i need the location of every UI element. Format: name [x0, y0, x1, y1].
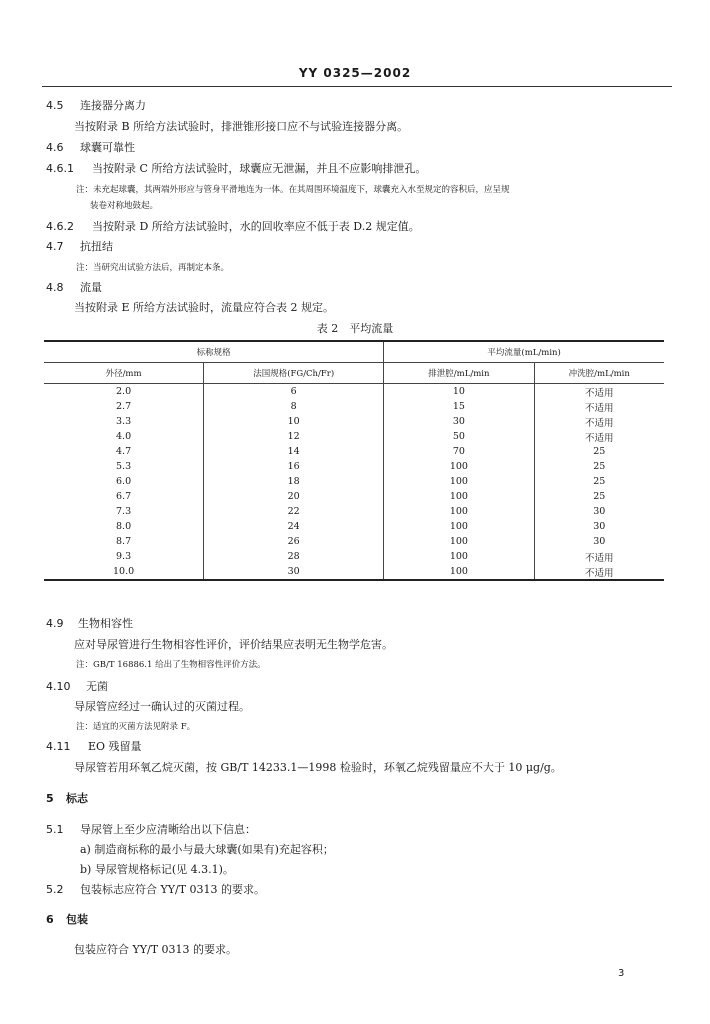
table-cell: 8.0 — [116, 521, 132, 532]
table-cell: 9.3 — [116, 551, 132, 562]
table-cell: 不适用 — [534, 414, 664, 429]
table-cell: 18 — [204, 474, 384, 489]
table-2-caption: 表 2 平均流量 — [316, 322, 394, 335]
section-4-6-1-note-line2: 装卷对称地鼓起。 — [90, 201, 159, 211]
section-5-1-item-a: a) 制造商标称的最小与最大球囊(如果有)充起容积； — [80, 843, 334, 856]
column-header-outer-diameter: 外径/mm — [44, 363, 204, 384]
section-4-6-1-note-line1: 注：未充起球囊，其两端外形应与管身平滑地连为一体。在其周围环境温度下，球囊充入水至规定的容积后，应呈规 — [76, 185, 510, 195]
table-cell: 24 — [204, 519, 384, 534]
group-header-nominal-size: 标称规格 — [44, 341, 384, 363]
table-cell: 2.0 — [116, 386, 132, 397]
table-cell: 25 — [534, 444, 664, 459]
page-number: 3 — [618, 968, 625, 979]
table-row — [44, 489, 664, 504]
section-5-title: 标志 — [66, 792, 88, 805]
section-6-number: 6 — [46, 913, 54, 926]
table-cell: 30 — [204, 564, 384, 580]
section-4-8-number: 4.8 — [46, 281, 64, 294]
table-cell: 25 — [534, 459, 664, 474]
table-cell: 6.7 — [116, 491, 132, 502]
table-row — [44, 504, 664, 519]
table-cell: 30 — [384, 414, 534, 429]
table-cell: 30 — [534, 519, 664, 534]
table-cell: 30 — [534, 534, 664, 549]
section-4-5-number: 4.5 — [46, 99, 64, 112]
table-cell: 3.3 — [116, 416, 132, 427]
table-cell: 5.3 — [116, 461, 132, 472]
table-row — [44, 534, 664, 549]
table-cell: 10.0 — [44, 564, 204, 580]
section-4-6-title: 球囊可靠性 — [80, 141, 135, 154]
table-row — [44, 549, 664, 564]
table-row — [44, 564, 664, 580]
section-4-5-title: 连接器分离力 — [80, 99, 146, 112]
section-6-text: 包装应符合 YY/T 0313 的要求。 — [74, 943, 238, 956]
table-cell: 15 — [384, 399, 534, 414]
column-header-french-size: 法国规格(FG/Ch/Fr) — [204, 363, 384, 384]
table-cell: 不适用 — [534, 384, 664, 400]
section-4-6-1-text: 当按附录 C 所给方法试验时，球囊应无泄漏，并且不应影响排泄孔。 — [92, 162, 427, 175]
table-row — [44, 474, 664, 489]
table-cell: 16 — [204, 459, 384, 474]
table-cell: 100 — [384, 534, 534, 549]
table-cell: 26 — [204, 534, 384, 549]
table-cell: 100 — [384, 564, 534, 580]
table-cell: 8.7 — [116, 536, 132, 547]
table-cell: 100 — [384, 489, 534, 504]
table-cell: 20 — [204, 489, 384, 504]
table-cell: 22 — [204, 504, 384, 519]
table-cell: 12 — [204, 429, 384, 444]
table-cell: 100 — [384, 504, 534, 519]
table-cell: 不适用 — [534, 429, 664, 444]
section-4-9-number: 4.9 — [46, 617, 64, 630]
section-4-7-title: 抗扭结 — [80, 240, 113, 253]
section-4-9-text: 应对导尿管进行生物相容性评价，评价结果应表明无生物学危害。 — [74, 638, 393, 651]
group-header-average-flow: 平均流量(mL/min) — [384, 341, 664, 363]
table-cell: 2.7 — [116, 401, 132, 412]
section-4-11-number: 4.11 — [46, 740, 71, 753]
section-4-10-title: 无菌 — [86, 680, 108, 693]
table-row — [44, 459, 664, 474]
section-4-6-2-number: 4.6.2 — [46, 220, 74, 233]
table-cell: 28 — [204, 549, 384, 564]
section-5-2-text: 包装标志应符合 YY/T 0313 的要求。 — [80, 883, 266, 896]
section-5-2-number: 5.2 — [46, 883, 64, 896]
table-cell: 10 — [384, 384, 534, 400]
section-4-6-1-number: 4.6.1 — [46, 162, 74, 175]
section-4-6-2-text: 当按附录 D 所给方法试验时，水的回收率应不低于表 D.2 规定值。 — [92, 220, 420, 233]
section-4-6-number: 4.6 — [46, 141, 64, 154]
section-5-1-item-b: b) 导尿管规格标记(见 4.3.1)。 — [80, 863, 234, 876]
table-cell: 30 — [534, 504, 664, 519]
table-row — [44, 414, 664, 429]
table-cell: 6 — [204, 384, 384, 400]
section-4-9-title: 生物相容性 — [78, 617, 133, 630]
table-row — [44, 399, 664, 414]
table-cell: 不适用 — [534, 399, 664, 414]
section-4-10-text: 导尿管应经过一确认过的灭菌过程。 — [74, 700, 250, 713]
section-4-10-number: 4.10 — [46, 680, 71, 693]
section-6-title: 包装 — [66, 913, 88, 926]
table-cell: 不适用 — [534, 564, 664, 580]
table-cell: 7.3 — [116, 506, 132, 517]
table-cell: 25 — [534, 474, 664, 489]
section-5-number: 5 — [46, 792, 54, 805]
table-cell: 25 — [534, 489, 664, 504]
table-cell: 14 — [204, 444, 384, 459]
table-row — [44, 519, 664, 534]
section-4-11-text: 导尿管若用环氧乙烷灭菌，按 GB/T 14233.1—1998 检验时，环氧乙烷残留量应不大于 10 μg/g。 — [74, 761, 562, 774]
table-cell: 70 — [384, 444, 534, 459]
table-cell: 100 — [384, 474, 534, 489]
table-cell: 6.0 — [116, 476, 132, 487]
table-cell: 4.7 — [116, 446, 132, 457]
section-4-9-note: 注：GB/T 16886.1 给出了生物相容性评价方法。 — [76, 660, 266, 670]
header-rule — [42, 86, 672, 87]
section-4-11-title: EO 残留量 — [88, 740, 142, 753]
section-4-7-number: 4.7 — [46, 240, 64, 253]
table-cell: 不适用 — [534, 549, 664, 564]
table-cell: 100 — [384, 459, 534, 474]
table-row — [44, 444, 664, 459]
section-4-8-title: 流量 — [80, 281, 102, 294]
column-header-irrigation-lumen: 冲洗腔/mL/min — [534, 363, 664, 384]
table-row — [44, 384, 664, 400]
section-4-10-note: 注：适宜的灭菌方法见附录 F。 — [76, 722, 196, 732]
standard-number-header: YY 0325—2002 — [298, 66, 412, 80]
table-cell: 4.0 — [116, 431, 132, 442]
column-header-drainage-lumen: 排泄腔/mL/min — [384, 363, 534, 384]
table-cell: 10 — [204, 414, 384, 429]
section-5-1-text: 导尿管上至少应清晰给出以下信息： — [80, 823, 256, 836]
table-row — [44, 429, 664, 444]
section-4-7-note: 注：当研究出试验方法后，再制定本条。 — [76, 263, 230, 273]
table-cell: 50 — [384, 429, 534, 444]
section-4-5-text: 当按附录 B 所给方法试验时，排泄锥形接口应不与试验连接器分离。 — [74, 120, 409, 133]
average-flow-table — [44, 340, 664, 581]
table-cell: 8 — [204, 399, 384, 414]
table-cell: 100 — [384, 519, 534, 534]
section-4-8-text: 当按附录 E 所给方法试验时，流量应符合表 2 规定。 — [74, 301, 335, 314]
table-cell: 100 — [384, 549, 534, 564]
section-5-1-number: 5.1 — [46, 823, 64, 836]
